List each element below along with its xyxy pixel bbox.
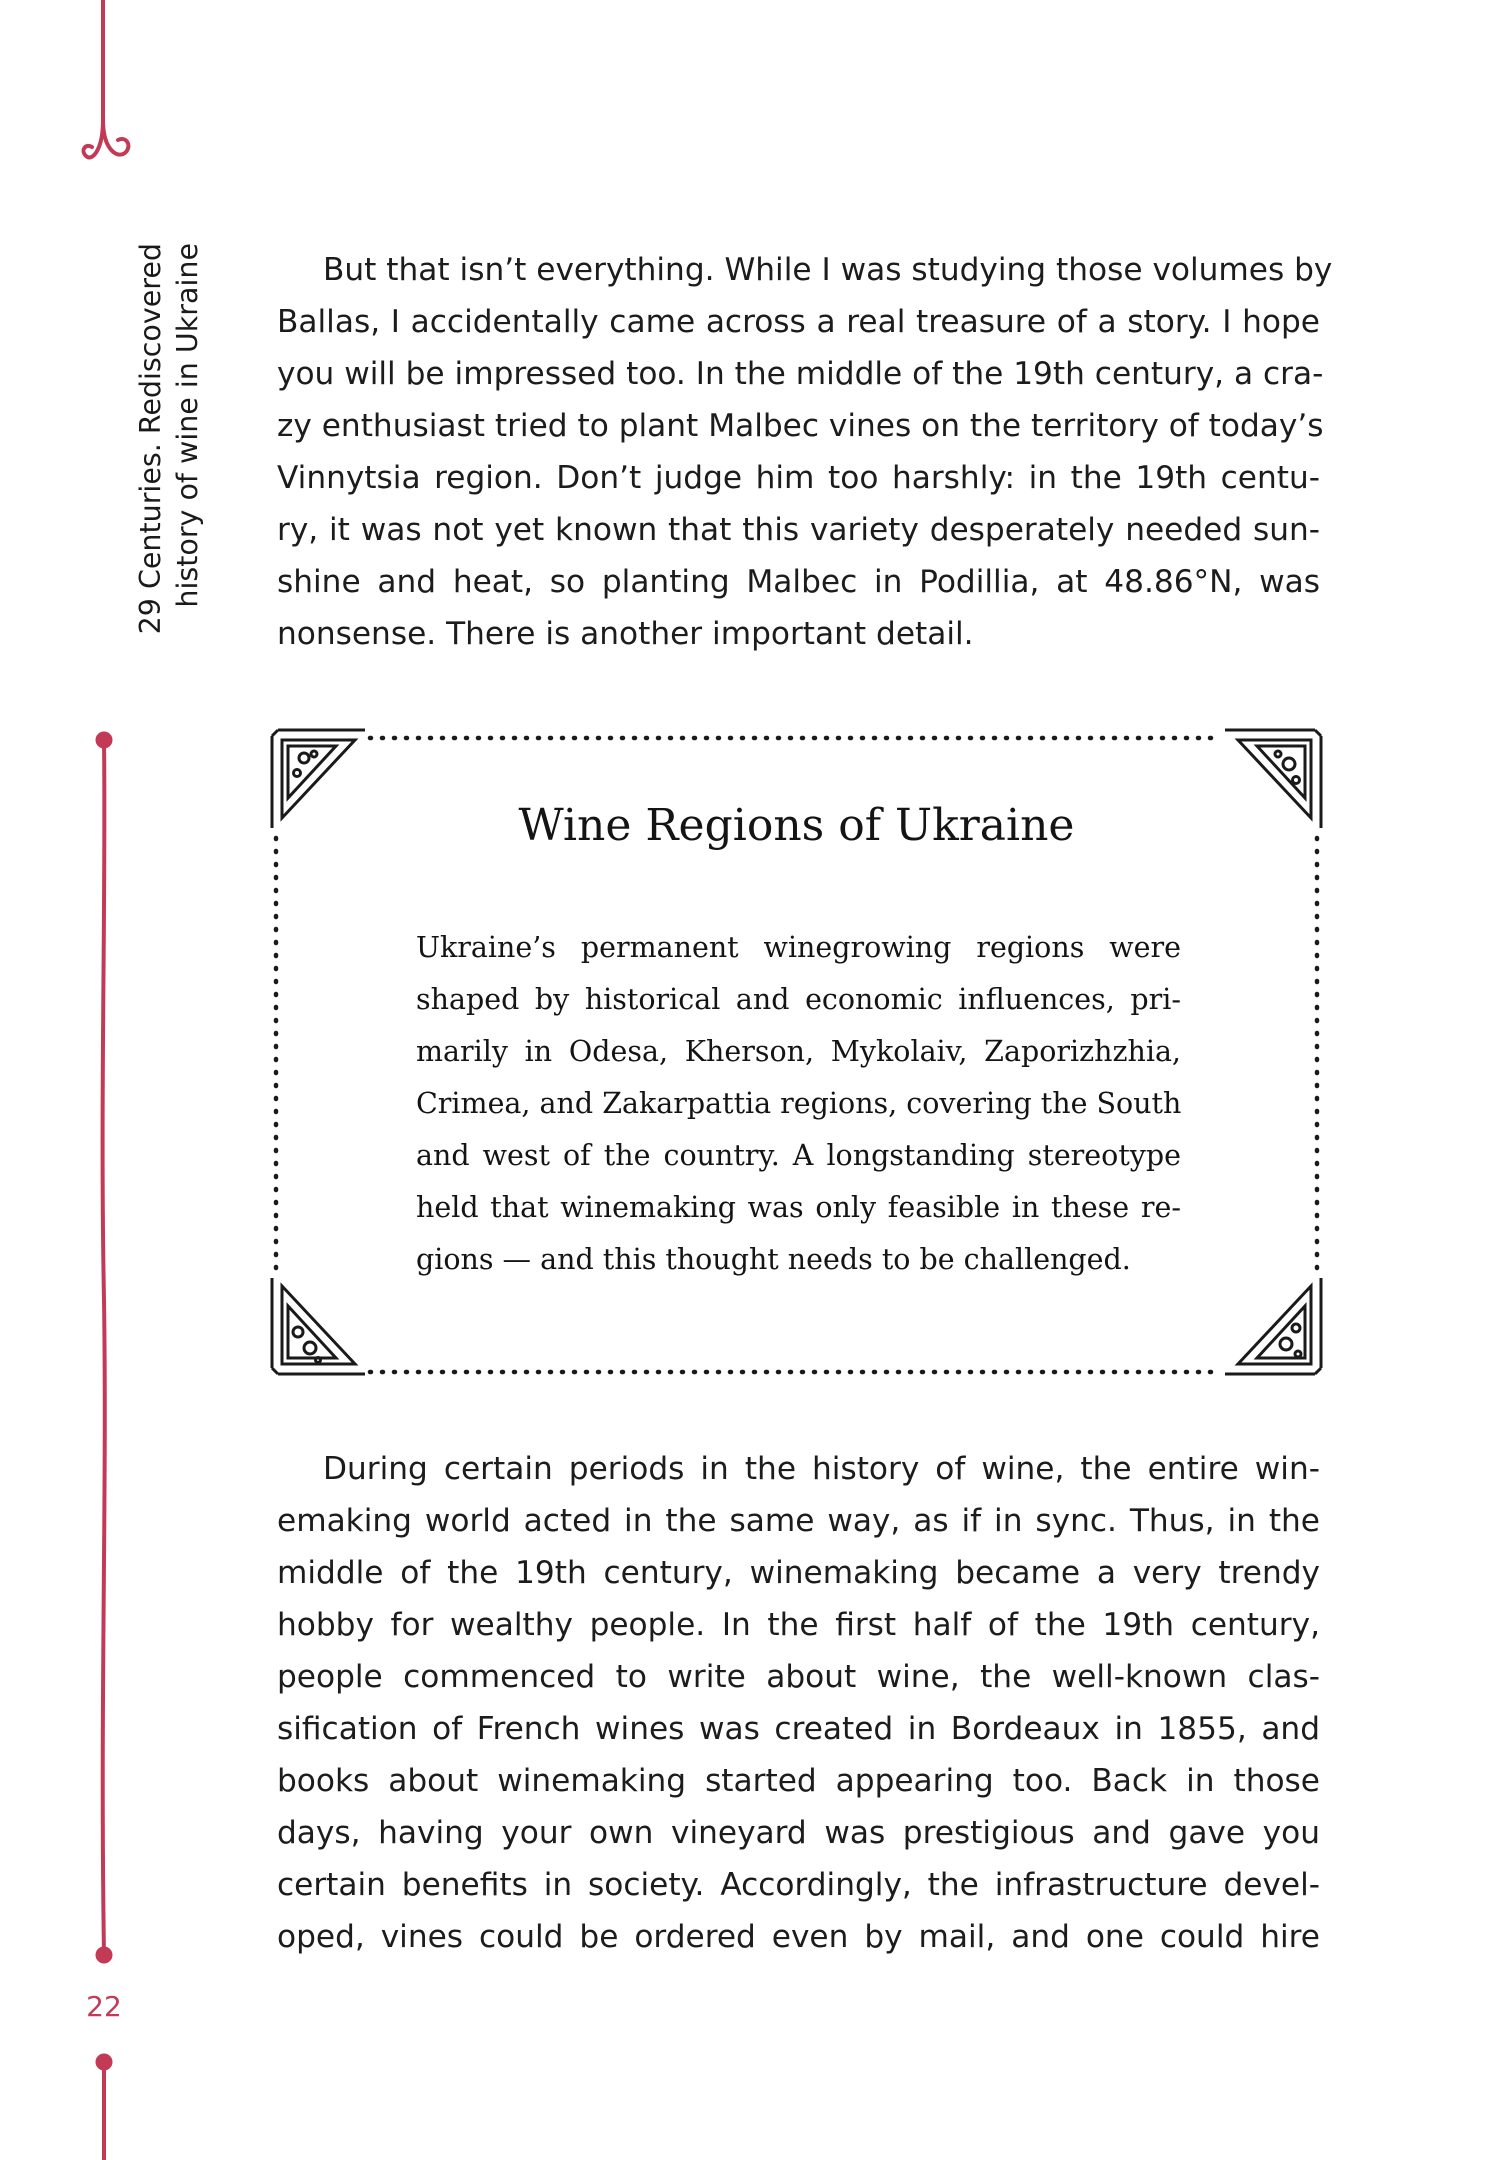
vine-curl-ornament [84, 0, 129, 158]
text-line: and west of the country. A longstanding stereotype [416, 1139, 1181, 1172]
callout-body [416, 922, 1181, 1286]
text-line: sification of French wines was created in Bordeaux in 1855, and [277, 1711, 1320, 1747]
text-line: nonsense. There is another important detail. [277, 616, 974, 652]
running-head-line-2: history of wine in Ukraine [171, 243, 204, 608]
page-number: 22 [86, 1990, 122, 2023]
text-line: certain benefits in society. Accordingly, the infrastructure devel- [277, 1867, 1320, 1903]
callout-title: Wine Regions of Ukraine [518, 800, 1075, 851]
text-line: people commenced to write about wine, the well-known clas- [277, 1659, 1320, 1695]
text-line: books about winemaking started appearing too. Back in those [277, 1763, 1320, 1799]
text-line: you will be impressed too. In the middle of the 19th century, a cra- [277, 356, 1324, 392]
text-line: middle of the 19th century, winemaking became a very trendy [277, 1555, 1320, 1591]
text-line: shine and heat, so planting Malbec in Podillia, at 48.86°N, was [277, 564, 1320, 600]
body-paragraph-2 [277, 1443, 1320, 1963]
corner-ornament-bottom-right [1225, 1278, 1321, 1374]
running-head [132, 243, 222, 663]
text-line: days, having your own vineyard was prestigious and gave you [277, 1815, 1320, 1851]
text-line: Ballas, I accidentally came across a real treasure of a story. I hope [277, 304, 1320, 340]
text-line: shaped by historical and economic influences, pri- [416, 983, 1181, 1016]
text-line: Crimea, and Zakarpattia regions, covering the South [416, 1087, 1182, 1120]
text-line: oped, vines could be ordered even by mail, and one could hire [277, 1919, 1320, 1955]
text-line: zy enthusiast tried to plant Malbec vines on the territory of today’s [277, 408, 1324, 444]
text-line: ry, it was not yet known that this variety desperately needed sun- [277, 512, 1320, 548]
text-line: held that winemaking was only feasible in these re- [416, 1191, 1181, 1224]
vine-line-ornament [98, 734, 111, 2160]
body-paragraph-1 [277, 244, 1333, 660]
running-head-line-1: 29 Centuries. Rediscovered [134, 243, 167, 635]
text-line: hobby for wealthy people. In the first half of the 19th century, [277, 1607, 1320, 1643]
text-line: Vinnytsia region. Don’t judge him too harshly: in the 19th centu- [277, 460, 1320, 496]
text-line: marily in Odesa, Kherson, Mykolaiv, Zaporizhzhia, [416, 1035, 1181, 1068]
text-line: During certain periods in the history of wine, the entire win- [323, 1451, 1320, 1487]
text-line: gions — and this thought needs to be challenged. [416, 1243, 1131, 1276]
text-line: Ukraine’s permanent winegrowing regions were [416, 931, 1181, 964]
corner-ornament-bottom-left [272, 1278, 365, 1374]
text-line: But that isn’t everything. While I was studying those volumes by [323, 252, 1333, 288]
text-line: emaking world acted in the same way, as if in sync. Thus, in the [277, 1503, 1320, 1539]
